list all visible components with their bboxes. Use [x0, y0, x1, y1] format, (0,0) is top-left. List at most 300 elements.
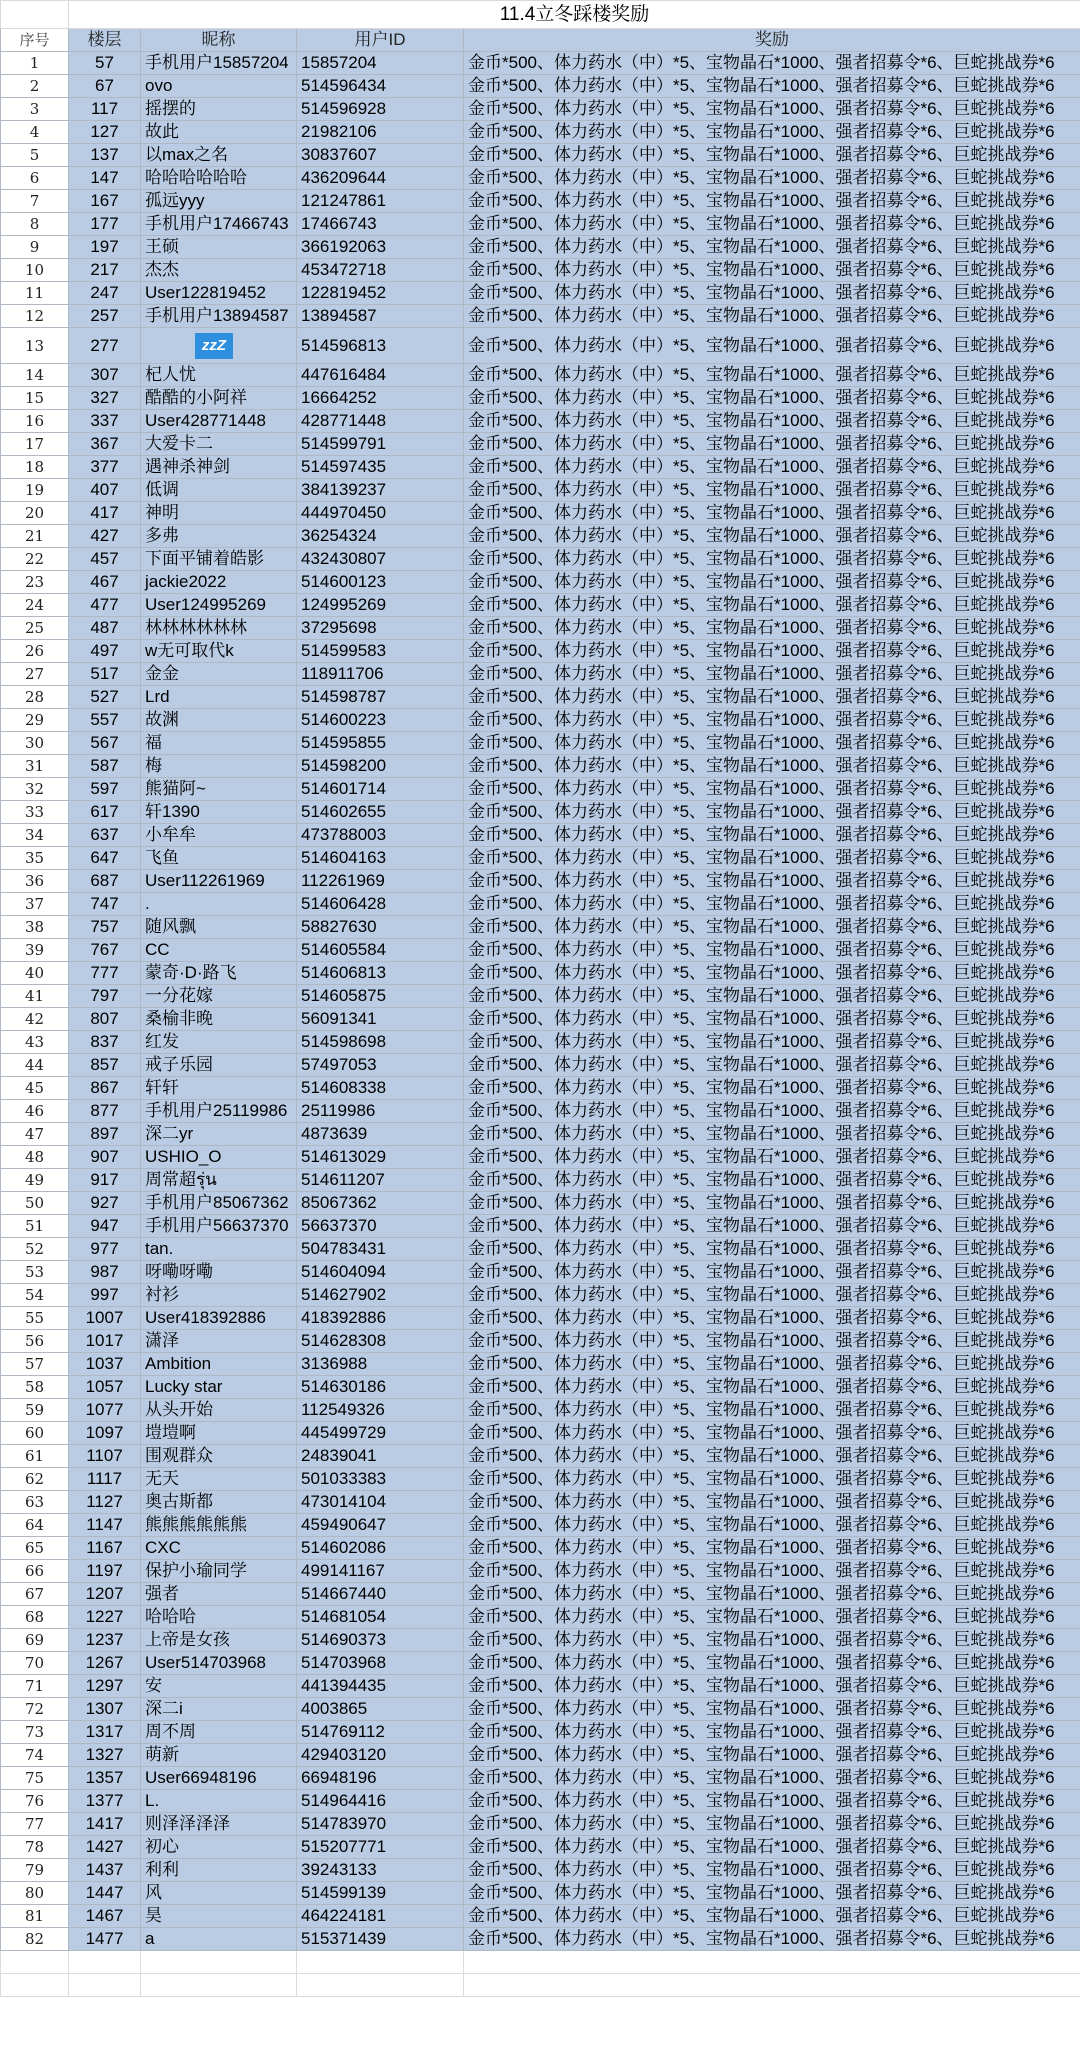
row-seq: 11 [1, 282, 69, 305]
row-seq: 51 [1, 1215, 69, 1238]
table-row [1, 236, 1080, 259]
row-reward: 金币*500、体力药水（中）*5、宝物晶石*1000、强者招募令*6、巨蛇挑战券*6 [464, 1123, 1080, 1146]
row-user-id: 473014104 [297, 1491, 464, 1514]
empty-cell [69, 1951, 141, 1974]
row-nickname: 强者 [141, 1583, 297, 1606]
table-row [1, 190, 1080, 213]
table-row [1, 1836, 1080, 1859]
table-row [1, 1790, 1080, 1813]
row-user-id: 464224181 [297, 1905, 464, 1928]
row-floor: 337 [69, 410, 141, 433]
row-seq: 55 [1, 1307, 69, 1330]
row-user-id: 504783431 [297, 1238, 464, 1261]
table-row [1, 1192, 1080, 1215]
row-seq: 56 [1, 1330, 69, 1353]
row-reward: 金币*500、体力药水（中）*5、宝物晶石*1000、强者招募令*6、巨蛇挑战券*6 [464, 548, 1080, 571]
row-floor: 907 [69, 1146, 141, 1169]
row-user-id: 15857204 [297, 52, 464, 75]
row-floor: 1467 [69, 1905, 141, 1928]
row-user-id: 514783970 [297, 1813, 464, 1836]
row-seq: 61 [1, 1445, 69, 1468]
row-reward: 金币*500、体力药水（中）*5、宝物晶石*1000、强者招募令*6、巨蛇挑战券*6 [464, 1583, 1080, 1606]
row-seq: 74 [1, 1744, 69, 1767]
table-row [1, 410, 1080, 433]
row-user-id: 515207771 [297, 1836, 464, 1859]
row-nickname [141, 328, 297, 364]
row-reward: 金币*500、体力药水（中）*5、宝物晶石*1000、强者招募令*6、巨蛇挑战券*6 [464, 1652, 1080, 1675]
table-row [1, 479, 1080, 502]
row-reward: 金币*500、体力药水（中）*5、宝物晶石*1000、强者招募令*6、巨蛇挑战券*6 [464, 1790, 1080, 1813]
row-reward: 金币*500、体力药水（中）*5、宝物晶石*1000、强者招募令*6、巨蛇挑战券*6 [464, 1399, 1080, 1422]
row-user-id: 4873639 [297, 1123, 464, 1146]
table-row [1, 1583, 1080, 1606]
table-row [1, 1767, 1080, 1790]
row-user-id: 66948196 [297, 1767, 464, 1790]
row-floor: 567 [69, 732, 141, 755]
row-user-id: 39243133 [297, 1859, 464, 1882]
row-floor: 1227 [69, 1606, 141, 1629]
row-floor: 1377 [69, 1790, 141, 1813]
row-user-id: 58827630 [297, 916, 464, 939]
table-row [1, 1054, 1080, 1077]
row-seq: 41 [1, 985, 69, 1008]
row-seq: 36 [1, 870, 69, 893]
table-row [1, 571, 1080, 594]
row-seq: 73 [1, 1721, 69, 1744]
row-seq: 75 [1, 1767, 69, 1790]
row-nickname: 保护小瑜同学 [141, 1560, 297, 1583]
row-nickname: Ambition [141, 1353, 297, 1376]
row-reward: 金币*500、体力药水（中）*5、宝物晶石*1000、强者招募令*6、巨蛇挑战券*6 [464, 709, 1080, 732]
row-reward: 金币*500、体力药水（中）*5、宝物晶石*1000、强者招募令*6、巨蛇挑战券*6 [464, 1928, 1080, 1951]
row-nickname: 轩1390 [141, 801, 297, 824]
row-floor: 117 [69, 98, 141, 121]
table-row [1, 1813, 1080, 1836]
table-row [1, 870, 1080, 893]
row-reward: 金币*500、体力药水（中）*5、宝物晶石*1000、强者招募令*6、巨蛇挑战券*6 [464, 259, 1080, 282]
row-floor: 797 [69, 985, 141, 1008]
row-user-id: 514596813 [297, 328, 464, 364]
table-row [1, 52, 1080, 75]
row-floor: 147 [69, 167, 141, 190]
row-seq: 24 [1, 594, 69, 617]
row-user-id: 429403120 [297, 1744, 464, 1767]
empty-cell [69, 1974, 141, 1997]
row-nickname: tan. [141, 1238, 297, 1261]
row-floor: 1237 [69, 1629, 141, 1652]
row-floor: 497 [69, 640, 141, 663]
row-reward: 金币*500、体力药水（中）*5、宝物晶石*1000、强者招募令*6、巨蛇挑战券*6 [464, 144, 1080, 167]
table-row [1, 1537, 1080, 1560]
row-floor: 1037 [69, 1353, 141, 1376]
row-floor: 777 [69, 962, 141, 985]
row-seq: 72 [1, 1698, 69, 1721]
row-floor: 977 [69, 1238, 141, 1261]
table-row [1, 328, 1080, 364]
row-nickname: User428771448 [141, 410, 297, 433]
row-floor: 177 [69, 213, 141, 236]
table-row [1, 1882, 1080, 1905]
row-reward: 金币*500、体力药水（中）*5、宝物晶石*1000、强者招募令*6、巨蛇挑战券*6 [464, 479, 1080, 502]
row-floor: 877 [69, 1100, 141, 1123]
table-row [1, 259, 1080, 282]
row-floor: 767 [69, 939, 141, 962]
table-row [1, 893, 1080, 916]
row-nickname: 手机用户17466743 [141, 213, 297, 236]
row-nickname: 衬衫 [141, 1284, 297, 1307]
row-user-id: 514601714 [297, 778, 464, 801]
row-user-id: 112261969 [297, 870, 464, 893]
row-floor: 1307 [69, 1698, 141, 1721]
row-seq: 7 [1, 190, 69, 213]
row-seq: 52 [1, 1238, 69, 1261]
row-user-id: 514606428 [297, 893, 464, 916]
row-seq: 49 [1, 1169, 69, 1192]
row-floor: 517 [69, 663, 141, 686]
row-reward: 金币*500、体力药水（中）*5、宝物晶石*1000、强者招募令*6、巨蛇挑战券*6 [464, 1445, 1080, 1468]
row-nickname: 则泽泽泽泽 [141, 1813, 297, 1836]
row-nickname: 故渊 [141, 709, 297, 732]
table-row [1, 1169, 1080, 1192]
row-seq: 35 [1, 847, 69, 870]
row-nickname: 多弗 [141, 525, 297, 548]
table-row [1, 640, 1080, 663]
row-nickname: 小牟牟 [141, 824, 297, 847]
row-seq: 4 [1, 121, 69, 144]
row-nickname: User124995269 [141, 594, 297, 617]
row-reward: 金币*500、体力药水（中）*5、宝物晶石*1000、强者招募令*6、巨蛇挑战券*6 [464, 1859, 1080, 1882]
row-user-id: 366192063 [297, 236, 464, 259]
row-reward: 金币*500、体力药水（中）*5、宝物晶石*1000、强者招募令*6、巨蛇挑战券*6 [464, 1560, 1080, 1583]
row-nickname: L. [141, 1790, 297, 1813]
row-floor: 947 [69, 1215, 141, 1238]
row-nickname: 孤远yyy [141, 190, 297, 213]
row-floor: 747 [69, 893, 141, 916]
row-seq: 67 [1, 1583, 69, 1606]
row-user-id: 514600223 [297, 709, 464, 732]
table-row [1, 1307, 1080, 1330]
row-nickname: 一分花嫁 [141, 985, 297, 1008]
row-nickname: 利利 [141, 1859, 297, 1882]
row-user-id: 122819452 [297, 282, 464, 305]
row-nickname: 轩轩 [141, 1077, 297, 1100]
row-reward: 金币*500、体力药水（中）*5、宝物晶石*1000、强者招募令*6、巨蛇挑战券*6 [464, 755, 1080, 778]
row-seq: 79 [1, 1859, 69, 1882]
row-seq: 18 [1, 456, 69, 479]
row-reward: 金币*500、体力药水（中）*5、宝物晶石*1000、强者招募令*6、巨蛇挑战券*6 [464, 75, 1080, 98]
row-reward: 金币*500、体力药水（中）*5、宝物晶石*1000、强者招募令*6、巨蛇挑战券*6 [464, 1767, 1080, 1790]
row-floor: 1437 [69, 1859, 141, 1882]
row-reward: 金币*500、体力药水（中）*5、宝物晶石*1000、强者招募令*6、巨蛇挑战券*6 [464, 1031, 1080, 1054]
row-seq: 81 [1, 1905, 69, 1928]
row-user-id: 56637370 [297, 1215, 464, 1238]
table-row [1, 1675, 1080, 1698]
row-reward: 金币*500、体力药水（中）*5、宝物晶石*1000、强者招募令*6、巨蛇挑战券*6 [464, 121, 1080, 144]
table-row [1, 1606, 1080, 1629]
row-nickname: w无可取代k [141, 640, 297, 663]
row-floor: 1447 [69, 1882, 141, 1905]
row-user-id: 514606813 [297, 962, 464, 985]
row-reward: 金币*500、体力药水（中）*5、宝物晶石*1000、强者招募令*6、巨蛇挑战券*6 [464, 1307, 1080, 1330]
row-nickname: 林林林林林林 [141, 617, 297, 640]
row-seq: 29 [1, 709, 69, 732]
table-row [1, 755, 1080, 778]
row-floor: 1077 [69, 1399, 141, 1422]
row-nickname: CXC [141, 1537, 297, 1560]
row-seq: 47 [1, 1123, 69, 1146]
row-user-id: 514602086 [297, 1537, 464, 1560]
row-nickname: 呀嘞呀嘞 [141, 1261, 297, 1284]
row-reward: 金币*500、体力药水（中）*5、宝物晶石*1000、强者招募令*6、巨蛇挑战券*6 [464, 1813, 1080, 1836]
row-seq: 2 [1, 75, 69, 98]
table-row [1, 962, 1080, 985]
row-user-id: 514600123 [297, 571, 464, 594]
table-row [1, 663, 1080, 686]
row-seq: 10 [1, 259, 69, 282]
row-user-id: 432430807 [297, 548, 464, 571]
row-floor: 1267 [69, 1652, 141, 1675]
row-reward: 金币*500、体力药水（中）*5、宝物晶石*1000、强者招募令*6、巨蛇挑战券*6 [464, 1882, 1080, 1905]
row-floor: 987 [69, 1261, 141, 1284]
row-seq: 33 [1, 801, 69, 824]
row-reward: 金币*500、体力药水（中）*5、宝物晶石*1000、强者招募令*6、巨蛇挑战券*6 [464, 1606, 1080, 1629]
row-seq: 17 [1, 433, 69, 456]
row-nickname: Lrd [141, 686, 297, 709]
row-nickname: 福 [141, 732, 297, 755]
table-row [1, 1698, 1080, 1721]
row-floor: 417 [69, 502, 141, 525]
row-user-id: 445499729 [297, 1422, 464, 1445]
row-seq: 13 [1, 328, 69, 364]
row-reward: 金币*500、体力药水（中）*5、宝物晶石*1000、强者招募令*6、巨蛇挑战券*6 [464, 1238, 1080, 1261]
row-reward: 金币*500、体力药水（中）*5、宝物晶石*1000、强者招募令*6、巨蛇挑战券*6 [464, 962, 1080, 985]
row-seq: 57 [1, 1353, 69, 1376]
row-floor: 587 [69, 755, 141, 778]
row-nickname: 深二i [141, 1698, 297, 1721]
row-reward: 金币*500、体力药水（中）*5、宝物晶石*1000、强者招募令*6、巨蛇挑战券*6 [464, 801, 1080, 824]
row-nickname: 手机用户15857204 [141, 52, 297, 75]
row-seq: 64 [1, 1514, 69, 1537]
table-row [1, 617, 1080, 640]
row-reward: 金币*500、体力药水（中）*5、宝物晶石*1000、强者招募令*6、巨蛇挑战券*6 [464, 1284, 1080, 1307]
row-user-id: 514599791 [297, 433, 464, 456]
table-row [1, 121, 1080, 144]
row-user-id: 514608338 [297, 1077, 464, 1100]
row-nickname: 奥古斯都 [141, 1491, 297, 1514]
row-seq: 66 [1, 1560, 69, 1583]
row-user-id: 3136988 [297, 1353, 464, 1376]
row-floor: 1107 [69, 1445, 141, 1468]
row-nickname: 桑榆非晚 [141, 1008, 297, 1031]
row-reward: 金币*500、体力药水（中）*5、宝物晶石*1000、强者招募令*6、巨蛇挑战券*6 [464, 1054, 1080, 1077]
row-floor: 67 [69, 75, 141, 98]
row-floor: 1007 [69, 1307, 141, 1330]
table-row [1, 1031, 1080, 1054]
row-seq: 76 [1, 1790, 69, 1813]
row-user-id: 514598787 [297, 686, 464, 709]
row-seq: 23 [1, 571, 69, 594]
row-nickname: 低调 [141, 479, 297, 502]
empty-row [1, 1951, 1080, 1974]
row-nickname: 上帝是女孩 [141, 1629, 297, 1652]
row-floor: 617 [69, 801, 141, 824]
row-nickname: 飞鱼 [141, 847, 297, 870]
row-nickname: 随风飘 [141, 916, 297, 939]
row-seq: 1 [1, 52, 69, 75]
table-row [1, 939, 1080, 962]
row-user-id: 514596434 [297, 75, 464, 98]
row-floor: 757 [69, 916, 141, 939]
row-floor: 327 [69, 387, 141, 410]
row-user-id: 514630186 [297, 1376, 464, 1399]
table-row [1, 709, 1080, 732]
row-seq: 80 [1, 1882, 69, 1905]
table-row [1, 548, 1080, 571]
row-user-id: 444970450 [297, 502, 464, 525]
row-user-id: 514769112 [297, 1721, 464, 1744]
row-seq: 31 [1, 755, 69, 778]
row-floor: 1297 [69, 1675, 141, 1698]
row-seq: 54 [1, 1284, 69, 1307]
row-floor: 1147 [69, 1514, 141, 1537]
row-user-id: 514611207 [297, 1169, 464, 1192]
row-nickname: 萌新 [141, 1744, 297, 1767]
row-nickname: Lucky star [141, 1376, 297, 1399]
row-user-id: 514604094 [297, 1261, 464, 1284]
row-reward: 金币*500、体力药水（中）*5、宝物晶石*1000、强者招募令*6、巨蛇挑战券*6 [464, 1261, 1080, 1284]
row-seq: 69 [1, 1629, 69, 1652]
row-user-id: 30837607 [297, 144, 464, 167]
table-row [1, 98, 1080, 121]
row-floor: 1357 [69, 1767, 141, 1790]
row-floor: 137 [69, 144, 141, 167]
row-nickname: 摇摆的 [141, 98, 297, 121]
row-reward: 金币*500、体力药水（中）*5、宝物晶石*1000、强者招募令*6、巨蛇挑战券*6 [464, 640, 1080, 663]
row-nickname: 金金 [141, 663, 297, 686]
row-reward: 金币*500、体力药水（中）*5、宝物晶石*1000、强者招募令*6、巨蛇挑战券*6 [464, 1100, 1080, 1123]
row-reward: 金币*500、体力药水（中）*5、宝物晶石*1000、强者招募令*6、巨蛇挑战券*6 [464, 686, 1080, 709]
row-seq: 28 [1, 686, 69, 709]
row-reward: 金币*500、体力药水（中）*5、宝物晶石*1000、强者招募令*6、巨蛇挑战券*6 [464, 1330, 1080, 1353]
row-reward: 金币*500、体力药水（中）*5、宝物晶石*1000、强者招募令*6、巨蛇挑战券*6 [464, 190, 1080, 213]
row-nickname: User122819452 [141, 282, 297, 305]
row-seq: 68 [1, 1606, 69, 1629]
empty-cell [1, 1974, 69, 1997]
row-reward: 金币*500、体力药水（中）*5、宝物晶石*1000、强者招募令*6、巨蛇挑战券*6 [464, 1008, 1080, 1031]
table-row [1, 305, 1080, 328]
row-nickname: . [141, 893, 297, 916]
row-floor: 167 [69, 190, 141, 213]
row-reward: 金币*500、体力药水（中）*5、宝物晶石*1000、强者招募令*6、巨蛇挑战券*6 [464, 847, 1080, 870]
row-reward: 金币*500、体力药水（中）*5、宝物晶石*1000、强者招募令*6、巨蛇挑战券*6 [464, 502, 1080, 525]
row-floor: 477 [69, 594, 141, 617]
header-floor: 楼层 [69, 29, 141, 52]
row-nickname: 手机用户13894587 [141, 305, 297, 328]
table-row [1, 824, 1080, 847]
row-reward: 金币*500、体力药水（中）*5、宝物晶石*1000、强者招募令*6、巨蛇挑战券*6 [464, 1744, 1080, 1767]
table-row [1, 1215, 1080, 1238]
row-floor: 407 [69, 479, 141, 502]
row-nickname: 故此 [141, 121, 297, 144]
row-user-id: 118911706 [297, 663, 464, 686]
row-user-id: 13894587 [297, 305, 464, 328]
row-floor: 1167 [69, 1537, 141, 1560]
blank-cell [1, 1, 69, 29]
row-user-id: 124995269 [297, 594, 464, 617]
empty-cell [1, 1951, 69, 1974]
row-seq: 63 [1, 1491, 69, 1514]
row-nickname: User66948196 [141, 1767, 297, 1790]
row-nickname: 手机用户25119986 [141, 1100, 297, 1123]
row-floor: 597 [69, 778, 141, 801]
row-floor: 917 [69, 1169, 141, 1192]
row-reward: 金币*500、体力药水（中）*5、宝物晶石*1000、强者招募令*6、巨蛇挑战券*6 [464, 594, 1080, 617]
row-reward: 金币*500、体力药水（中）*5、宝物晶石*1000、强者招募令*6、巨蛇挑战券*6 [464, 1905, 1080, 1928]
row-floor: 1207 [69, 1583, 141, 1606]
row-nickname: 围观群众 [141, 1445, 297, 1468]
row-seq: 82 [1, 1928, 69, 1951]
row-nickname: User112261969 [141, 870, 297, 893]
row-seq: 62 [1, 1468, 69, 1491]
row-user-id: 4003865 [297, 1698, 464, 1721]
table-row [1, 1376, 1080, 1399]
row-nickname: 梅 [141, 755, 297, 778]
header-user-id: 用户ID [297, 29, 464, 52]
table-row [1, 456, 1080, 479]
row-reward: 金币*500、体力药水（中）*5、宝物晶石*1000、强者招募令*6、巨蛇挑战券*6 [464, 1514, 1080, 1537]
table-row [1, 387, 1080, 410]
header-reward: 奖励 [464, 29, 1080, 52]
row-floor: 307 [69, 364, 141, 387]
row-nickname: 塏塏啊 [141, 1422, 297, 1445]
row-floor: 1127 [69, 1491, 141, 1514]
row-seq: 43 [1, 1031, 69, 1054]
row-floor: 257 [69, 305, 141, 328]
row-user-id: 453472718 [297, 259, 464, 282]
row-user-id: 514690373 [297, 1629, 464, 1652]
row-nickname: 无天 [141, 1468, 297, 1491]
row-reward: 金币*500、体力药水（中）*5、宝物晶石*1000、强者招募令*6、巨蛇挑战券*6 [464, 456, 1080, 479]
table-row [1, 1445, 1080, 1468]
row-floor: 687 [69, 870, 141, 893]
empty-row [1, 1974, 1080, 1997]
row-seq: 46 [1, 1100, 69, 1123]
empty-cell [464, 1951, 1080, 1974]
row-nickname: 潇泽 [141, 1330, 297, 1353]
row-user-id: 428771448 [297, 410, 464, 433]
table-row [1, 1077, 1080, 1100]
header-seq: 序号 [1, 29, 69, 52]
table-row [1, 282, 1080, 305]
row-floor: 217 [69, 259, 141, 282]
row-nickname: 周不周 [141, 1721, 297, 1744]
row-nickname: jackie2022 [141, 571, 297, 594]
row-floor: 837 [69, 1031, 141, 1054]
row-reward: 金币*500、体力药水（中）*5、宝物晶石*1000、强者招募令*6、巨蛇挑战券*6 [464, 236, 1080, 259]
row-floor: 1427 [69, 1836, 141, 1859]
row-reward: 金币*500、体力药水（中）*5、宝物晶石*1000、强者招募令*6、巨蛇挑战券*6 [464, 1836, 1080, 1859]
table-row [1, 1721, 1080, 1744]
header-nickname: 昵称 [141, 29, 297, 52]
row-seq: 12 [1, 305, 69, 328]
row-user-id: 473788003 [297, 824, 464, 847]
table-row [1, 985, 1080, 1008]
row-reward: 金币*500、体力药水（中）*5、宝物晶石*1000、强者招募令*6、巨蛇挑战券*6 [464, 1537, 1080, 1560]
row-floor: 377 [69, 456, 141, 479]
row-seq: 60 [1, 1422, 69, 1445]
row-user-id: 514703968 [297, 1652, 464, 1675]
row-reward: 金币*500、体力药水（中）*5、宝物晶石*1000、强者招募令*6、巨蛇挑战券*6 [464, 1376, 1080, 1399]
